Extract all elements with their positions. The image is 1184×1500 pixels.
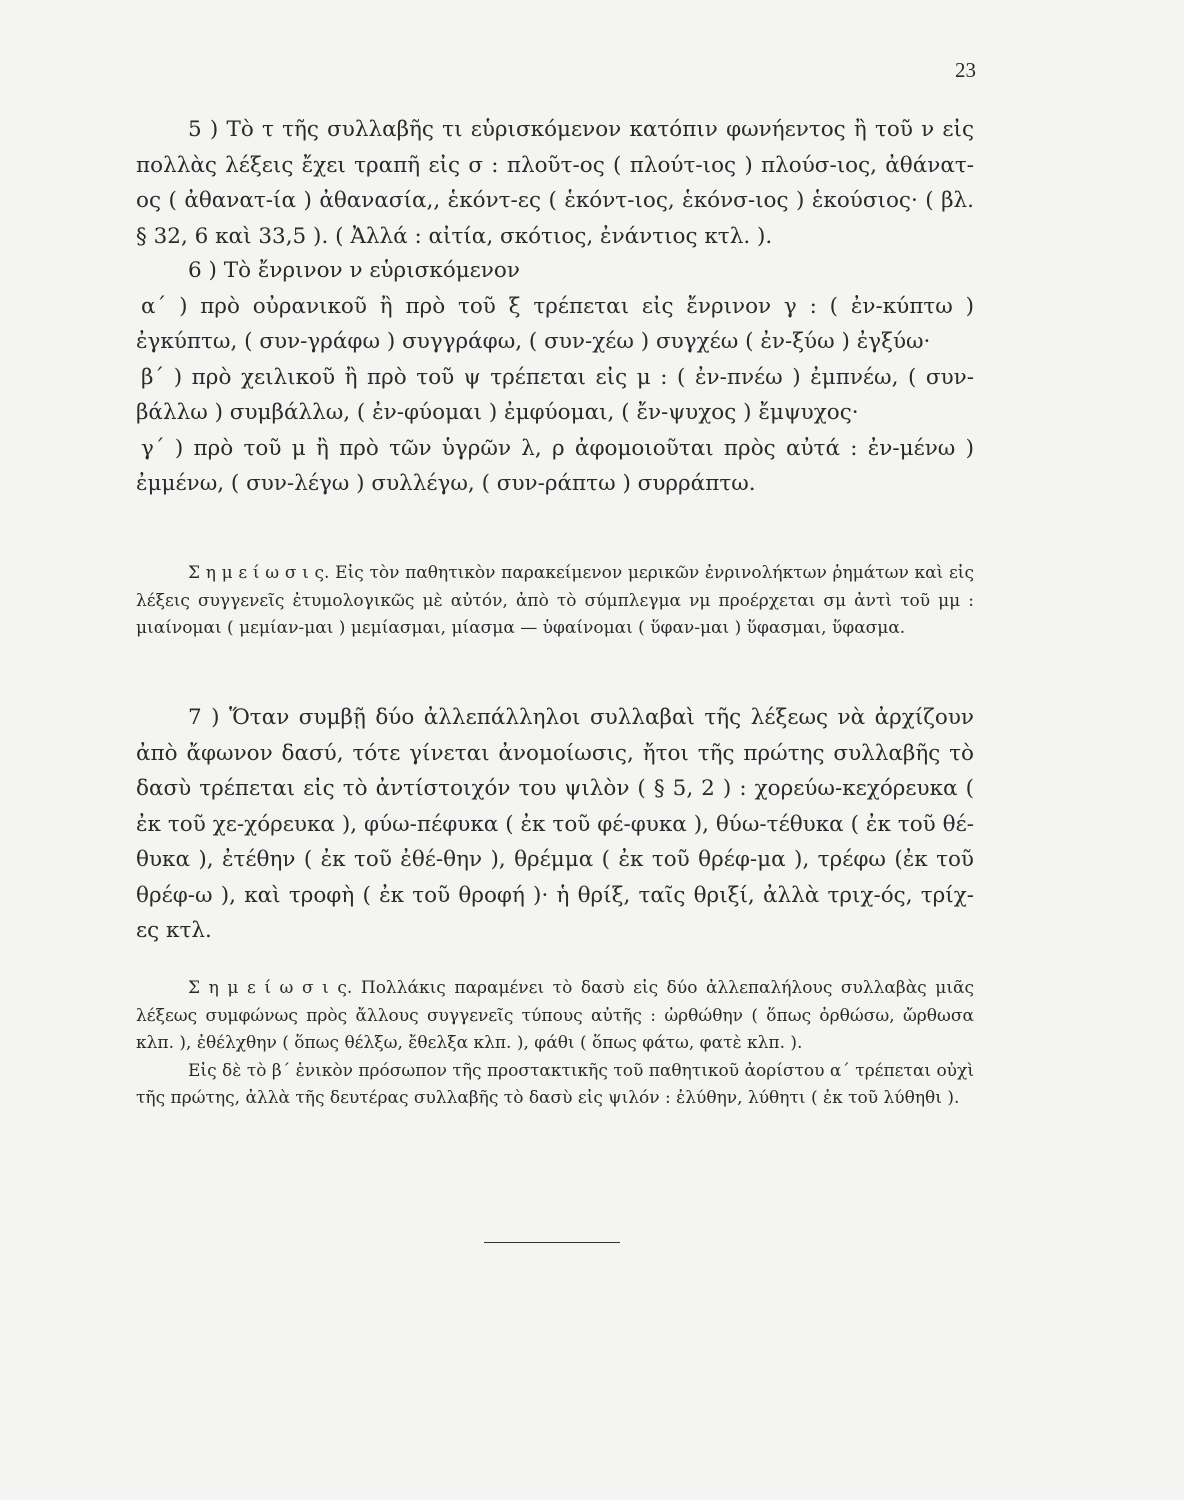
note-1 <box>136 560 974 643</box>
end-rule <box>484 1242 620 1243</box>
note-2-text: Σ η μ ε ί ω σ ι ς. Πολλάκις παραμένει τὸ δασὺ εἰς δύο ἀλλεπαλήλους συλλαβὰς μιᾶς λέξεως συμφώνως πρὸς ἄλλους συγγενεῖς τύπους αὐτῆς : ὠρθώθην ( ὅπως ὀρθώσω, ὤρθωσα κλπ. ), ἐθέλχθην ( ὅπως θέλξω, ἔθελξα κλπ. ), φάθι ( ὅπως φάτω, φατὲ κλπ. ). <box>136 978 974 1053</box>
page-number: 23 <box>955 58 976 82</box>
section-5-paragraph: 5 ) Τὸ τ τῆς συλλαβῆς τι εὑρισκόμενον κατόπιν φωνήεντος ἢ τοῦ ν εἰς πολλὰς λέξεις ἔχει τραπῆ εἰς σ : πλοῦτ-ος ( πλούτ-ιος ) πλούσ-ιος, ἀθάνατ-ος ( ἀθανατ-ία ) ἀθανασία,, ἑκόντ-ες ( ἑκόντ-ιος, ἑκόνσ-ιος ) ἑκούσιος· ( βλ. § 32, 6 καὶ 33,5 ). ( Ἀλλά : αἰτία, σκότιος, ἐνάντιος κτλ. ). <box>136 117 974 249</box>
section-7 <box>136 700 974 949</box>
section-6-heading: 6 ) Τὸ ἔνρινον ν εὑρισκόμενον <box>188 258 520 283</box>
section-7-paragraph: 7 ) Ὅταν συμβῇ δύο ἀλλεπάλληλοι συλλαβαὶ τῆς λέξεως νὰ ἀρχίζουν ἀπὸ ἄφωνον δασύ, τότε γίνεται ἀνομοίωσις, ἤτοι τῆς πρώτης συλλαβῆς τὸ δασὺ τρέπεται εἰς τὸ ἀντίστοιχόν του ψιλὸν ( § 5, 2 ) : χορεύω-κεχόρευκα ( ἐκ τοῦ χε-χόρευκα ), φύω-πέφυκα ( ἐκ τοῦ φέ-φυκα ), θύω-τέθυκα ( ἐκ τοῦ θέ-θυκα ), ἐτέθην ( ἐκ τοῦ ἐθέ-θην ), θρέμμα ( ἐκ τοῦ θρέφ-μα ), τρέφω (ἐκ τοῦ θρέφ-ω ), καὶ τροφὴ ( ἐκ τοῦ θροφή )· ἡ θρίξ, ταῖς θριξί, ἀλλὰ τριχ-ός, τρίχ-ες κτλ. <box>136 705 974 943</box>
section-6-gamma: γ΄ ) πρὸ τοῦ μ ἢ πρὸ τῶν ὑγρῶν λ, ρ ἀφομοιοῦται πρὸς αὐτά : ἐν-μένω ) ἐμμένω, ( συν-λέγω ) συλλέγω, ( συν-ράπτω ) συρράπτω. <box>136 435 974 496</box>
section-6 <box>136 253 974 502</box>
note-2 <box>136 975 974 1113</box>
section-6-beta: β΄ ) πρὸ χειλικοῦ ἢ πρὸ τοῦ ψ τρέπεται εἰς μ : ( ἐν-πνέω ) ἐμπνέω, ( συν-βάλλω ) συμβάλλω, ( ἐν-φύομαι ) ἐμφύομαι, ( ἔν-ψυχος ) ἔμψυχος· <box>136 364 974 425</box>
note-2-text-2: Εἰς δὲ τὸ β΄ ἑνικὸν πρόσωπον τῆς προστακτικῆς τοῦ παθητικοῦ ἀορίστου α΄ τρέπεται οὐχὶ τῆς πρώτης, ἀλλὰ τῆς δευτέρας συλλαβῆς τὸ δασὺ εἰς ψιλόν : ἐλύθην, λύθητι ( ἐκ τοῦ λύθηθι ). <box>136 1060 974 1108</box>
section-6-alpha: α΄ ) πρὸ οὐρανικοῦ ἢ πρὸ τοῦ ξ τρέπεται εἰς ἔνρινον γ : ( ἐν-κύπτω ) ἐγκύπτω, ( συν-γράφω ) συγγράφω, ( συν-χέω ) συγχέω ( ἐν-ξύω ) ἐγξύω· <box>136 293 974 354</box>
section-5 <box>136 112 974 254</box>
note-1-text: Σ η μ ε ί ω σ ι ς. Εἰς τὸν παθητικὸν παρακείμενον μερικῶν ἐνρινολήκτων ῥημάτων καὶ εἰς λέξεις συγγενεῖς ἐτυμολογικῶς μὲ αὐτόν, ἀπὸ τὸ σύμπλεγμα νμ προέρχεται σμ ἀντὶ τοῦ μμ : μιαίνομαι ( μεμίαν-μαι ) μεμίασμαι, μίασμα — ὑφαίνομαι ( ὕφαν-μαι ) ὕφασμαι, ὕφασμα. <box>136 563 974 638</box>
